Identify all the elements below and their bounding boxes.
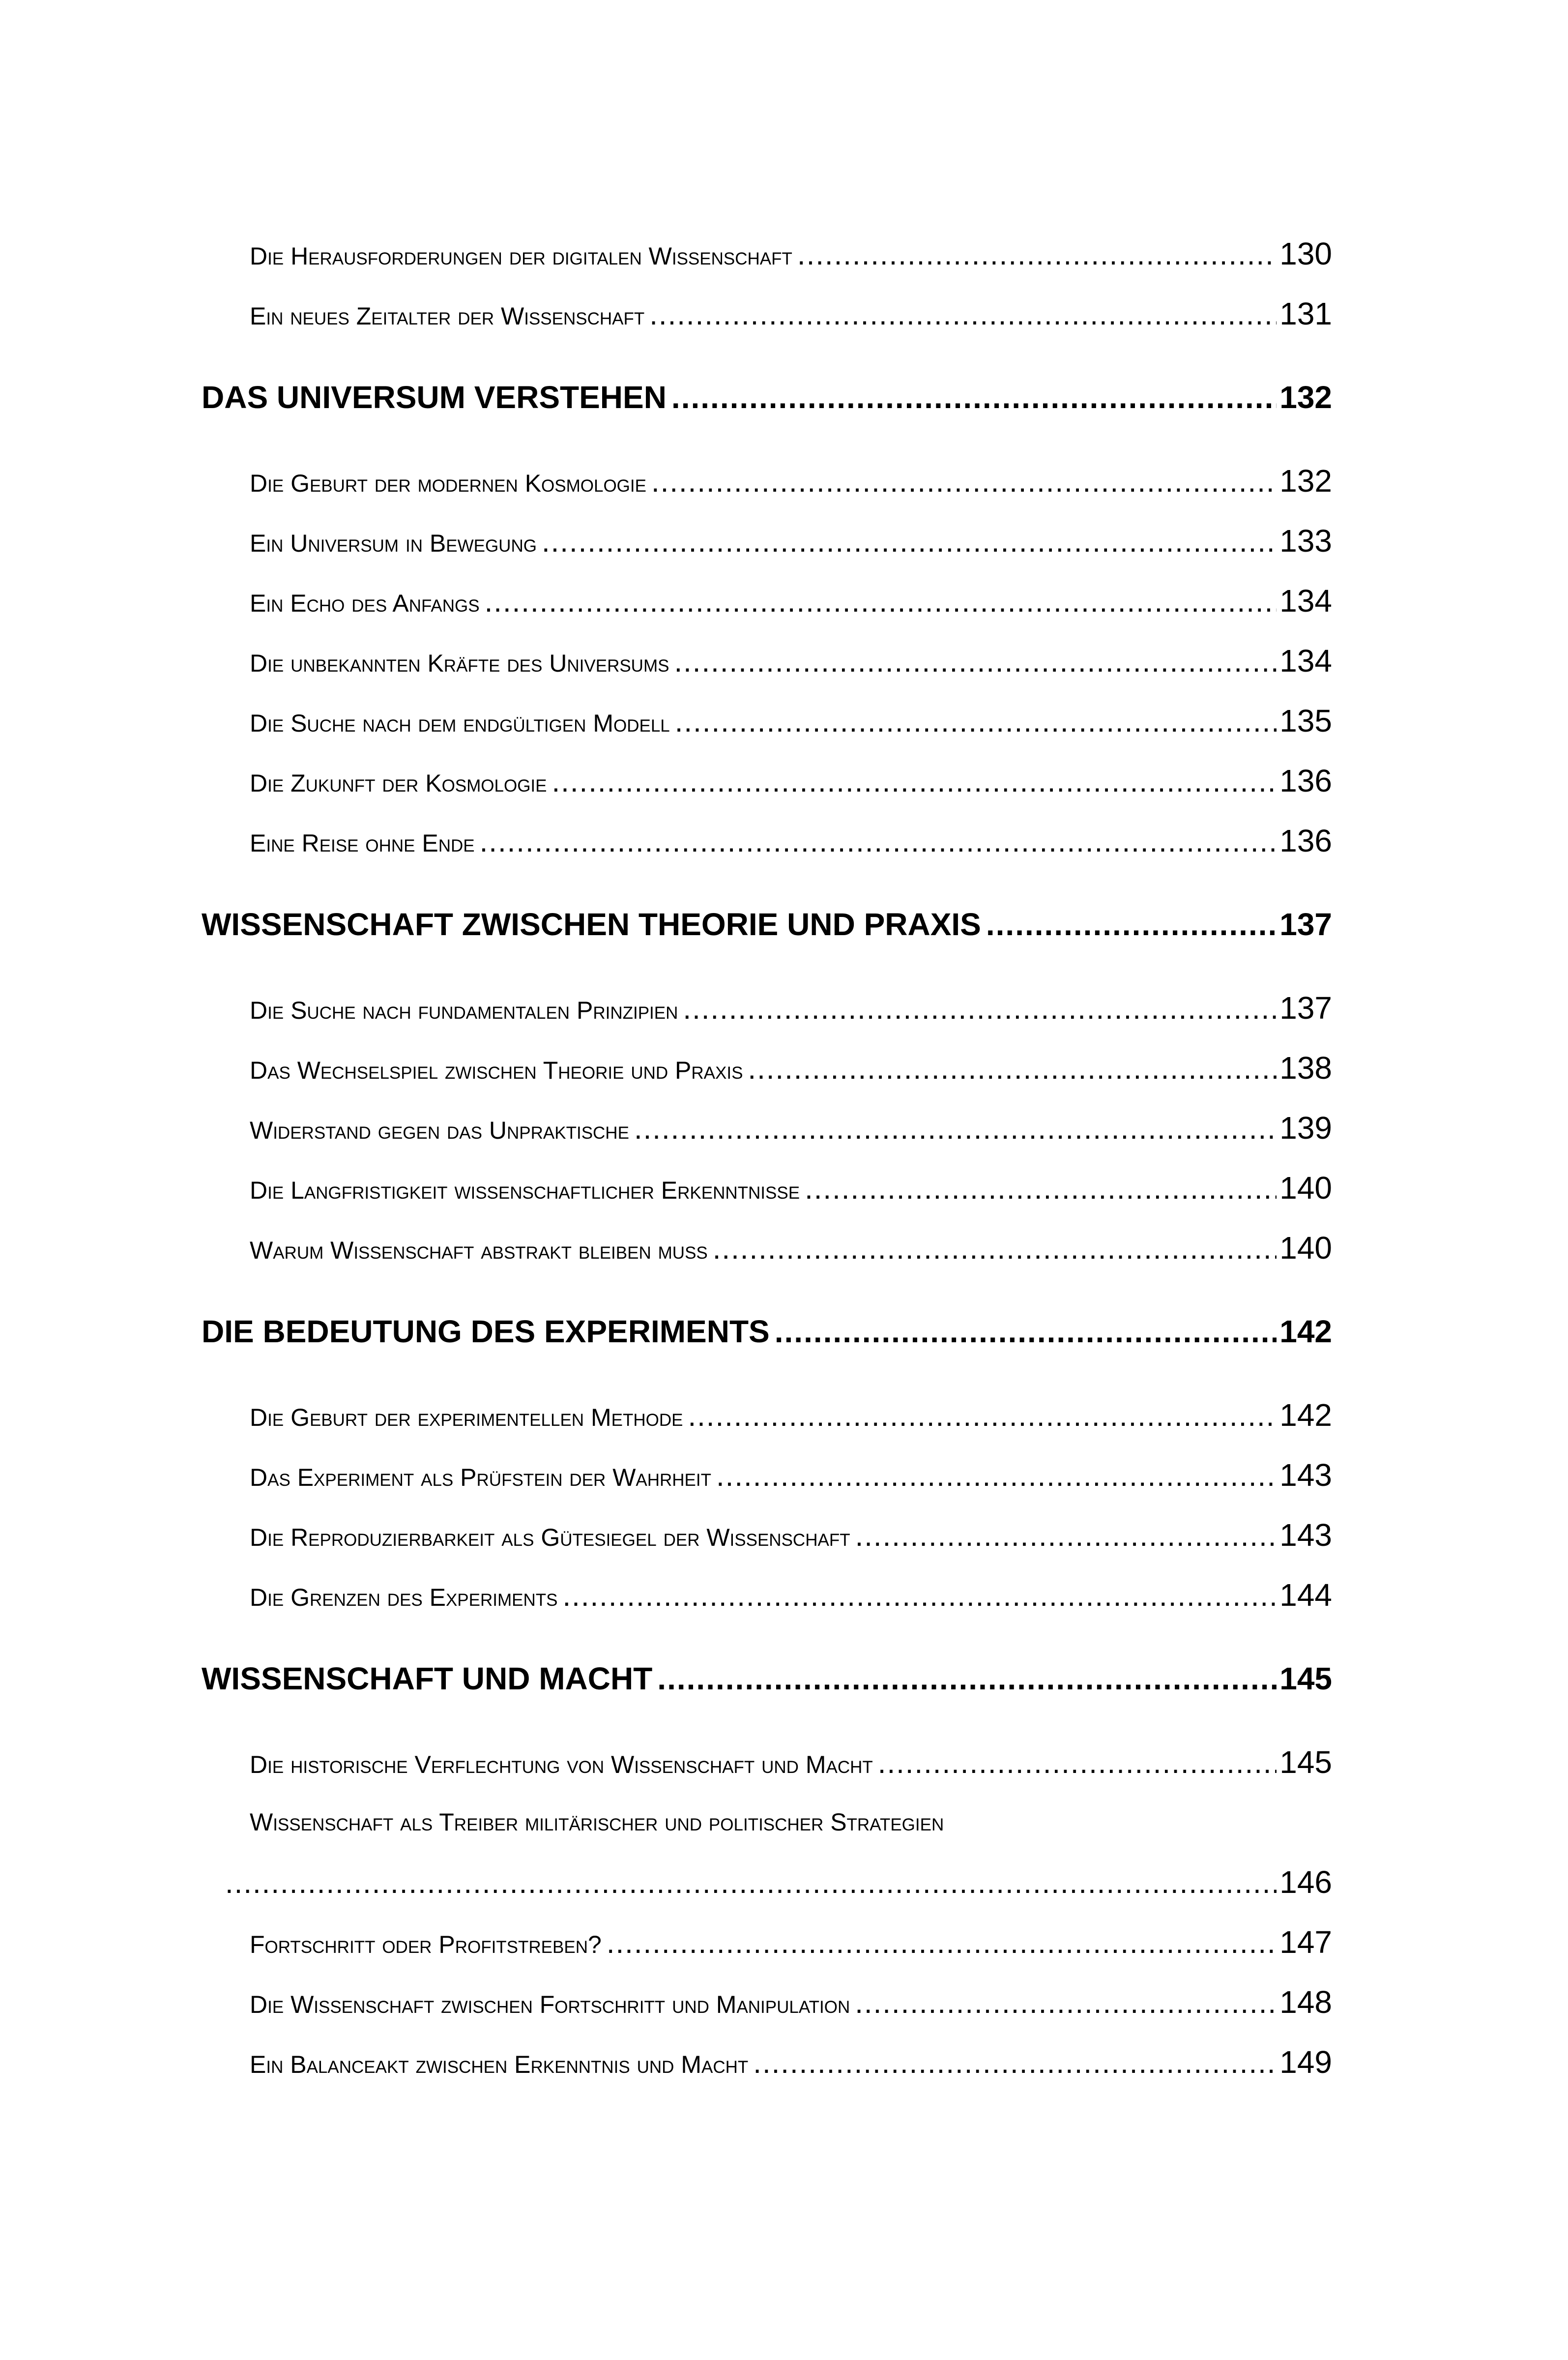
entry-title: Die Suche nach fundamentalen Prinzipien — [250, 997, 678, 1024]
dot-leader — [552, 752, 1277, 812]
dot-leader — [675, 692, 1277, 752]
page-number: 134 — [1279, 583, 1332, 619]
toc-entry[interactable] — [202, 1218, 1332, 1278]
entry-title: Das Experiment als Prüfstein der Wahrheit — [250, 1464, 712, 1491]
page-number: 138 — [1279, 1050, 1332, 1086]
toc-entry[interactable] — [202, 1972, 1332, 2032]
toc-entry[interactable] — [202, 691, 1332, 751]
toc-entry[interactable] — [202, 978, 1332, 1038]
section-title: WISSENSCHAFT UND MACHT — [202, 1661, 653, 1696]
dot-leader — [225, 1853, 1277, 1913]
toc-entry[interactable] — [202, 1385, 1332, 1445]
dot-leader — [688, 1386, 1277, 1446]
toc-entry[interactable] — [202, 811, 1332, 871]
page-number: 145 — [1279, 1661, 1332, 1696]
toc-entry[interactable] — [202, 2032, 1332, 2092]
page-number: 133 — [1279, 523, 1332, 559]
page-number: 137 — [1279, 990, 1332, 1026]
toc-entry[interactable] — [202, 1565, 1332, 1625]
toc-entry[interactable] — [202, 571, 1332, 631]
page-number: 147 — [1279, 1924, 1332, 1960]
entry-title: Die Suche nach dem endgültigen Modell — [250, 709, 670, 737]
toc-entry[interactable] — [202, 1158, 1332, 1218]
entry-title: Die Wissenschaft zwischen Fortschritt und Manipulation — [250, 1991, 850, 2018]
toc-section-heading[interactable] — [202, 894, 1332, 954]
page-number: 145 — [1279, 1744, 1332, 1780]
page-number: 130 — [1279, 236, 1332, 271]
page-number: 143 — [1279, 1517, 1332, 1553]
dot-leader — [651, 452, 1277, 512]
page-number: 131 — [1279, 296, 1332, 331]
dot-leader — [775, 1301, 1277, 1361]
dot-leader — [480, 812, 1277, 872]
entry-title: Die Zukunft der Kosmologie — [250, 769, 547, 797]
section-title: WISSENSCHAFT ZWISCHEN THEORIE UND PRAXIS — [202, 907, 981, 942]
toc-entry[interactable] — [202, 751, 1332, 811]
entry-title: Die Grenzen des Experiments — [250, 1584, 558, 1611]
dot-leader — [674, 632, 1277, 692]
toc-entry[interactable] — [202, 511, 1332, 571]
toc-entry[interactable] — [202, 451, 1332, 511]
entry-title: Die Langfristigkeit wissenschaftlicher Erkenntnisse — [250, 1177, 800, 1204]
dot-leader — [607, 1913, 1277, 1973]
entry-title: Die Geburt der modernen Kosmologie — [250, 470, 646, 497]
entry-continuation — [225, 1852, 1332, 1912]
entry-title: Ein Balanceakt zwischen Erkenntnis und Macht — [250, 2051, 749, 2078]
page-number: 132 — [1279, 380, 1332, 415]
toc-section-heading[interactable] — [202, 367, 1332, 427]
page-number: 136 — [1279, 763, 1332, 798]
toc-entry[interactable] — [202, 1505, 1332, 1565]
dot-leader — [797, 225, 1277, 285]
dot-leader — [878, 1733, 1277, 1793]
toc-entry[interactable] — [202, 1912, 1332, 1972]
dot-leader — [563, 1566, 1277, 1626]
section-title: DAS UNIVERSUM VERSTEHEN — [202, 380, 667, 415]
page-number: 140 — [1279, 1170, 1332, 1206]
entry-title: Die unbekannten Kräfte des Universums — [250, 649, 669, 677]
dot-leader — [657, 1649, 1277, 1709]
table-of-contents — [202, 224, 1332, 2092]
page-number: 134 — [1279, 643, 1332, 678]
entry-title: Fortschritt oder Profitstreben? — [250, 1931, 602, 1958]
page-number: 149 — [1279, 2044, 1332, 2080]
entry-title: Ein Echo des Anfangs — [250, 590, 480, 617]
page-number: 135 — [1279, 703, 1332, 738]
toc-section-heading[interactable] — [202, 1301, 1332, 1361]
section-title: DIE BEDEUTUNG DES EXPERIMENTS — [202, 1314, 770, 1349]
dot-leader — [855, 1506, 1277, 1566]
dot-leader — [713, 1219, 1277, 1279]
entry-title: Das Wechselspiel zwischen Theorie und Praxis — [250, 1057, 743, 1084]
dot-leader — [485, 572, 1277, 632]
dot-leader — [683, 979, 1277, 1039]
toc-entry[interactable] — [202, 1792, 1332, 1912]
dot-leader — [986, 894, 1277, 954]
dot-leader — [855, 1973, 1277, 2033]
page-number: 136 — [1279, 823, 1332, 858]
dot-leader — [748, 1039, 1277, 1099]
entry-title: Ein Universum in Bewegung — [250, 530, 537, 557]
dot-leader — [542, 512, 1277, 572]
entry-title: Warum Wissenschaft abstrakt bleiben muss — [250, 1237, 708, 1264]
dot-leader — [649, 285, 1277, 345]
entry-title: Die Herausforderungen der digitalen Wissenschaft — [250, 242, 792, 270]
toc-entry[interactable] — [202, 1732, 1332, 1792]
page-number: 132 — [1279, 463, 1332, 499]
page-number: 146 — [1279, 1864, 1332, 1900]
page-number: 143 — [1279, 1457, 1332, 1493]
dot-leader — [634, 1099, 1277, 1159]
page-number: 142 — [1279, 1397, 1332, 1433]
dot-leader — [753, 2033, 1277, 2093]
toc-entry[interactable] — [202, 1038, 1332, 1098]
dot-leader — [671, 367, 1277, 427]
entry-title: Ein neues Zeitalter der Wissenschaft — [250, 302, 645, 330]
entry-title: Eine Reise ohne Ende — [250, 829, 475, 857]
toc-entry[interactable] — [202, 1445, 1332, 1505]
page-number: 140 — [1279, 1230, 1332, 1266]
page-number: 139 — [1279, 1110, 1332, 1146]
page-number: 148 — [1279, 1984, 1332, 2020]
entry-title: Wissenschaft als Treiber militärischer und politischer Strategien — [250, 1808, 944, 1836]
entry-title: Widerstand gegen das Unpraktische — [250, 1117, 629, 1144]
toc-section-heading[interactable] — [202, 1649, 1332, 1709]
dot-leader — [716, 1446, 1277, 1506]
entry-title: Die historische Verflechtung von Wissenschaft und Macht — [250, 1751, 873, 1778]
toc-entry[interactable] — [202, 631, 1332, 691]
toc-entry[interactable] — [202, 284, 1332, 344]
entry-title: Die Geburt der experimentellen Methode — [250, 1404, 683, 1431]
entry-title: Die Reproduzierbarkeit als Gütesiegel der Wissenschaft — [250, 1524, 850, 1551]
page-number: 144 — [1279, 1577, 1332, 1613]
dot-leader — [805, 1159, 1277, 1219]
toc-entry[interactable] — [202, 1098, 1332, 1158]
toc-entry[interactable] — [202, 224, 1332, 284]
page-number: 137 — [1279, 907, 1332, 942]
page-number: 142 — [1279, 1314, 1332, 1349]
